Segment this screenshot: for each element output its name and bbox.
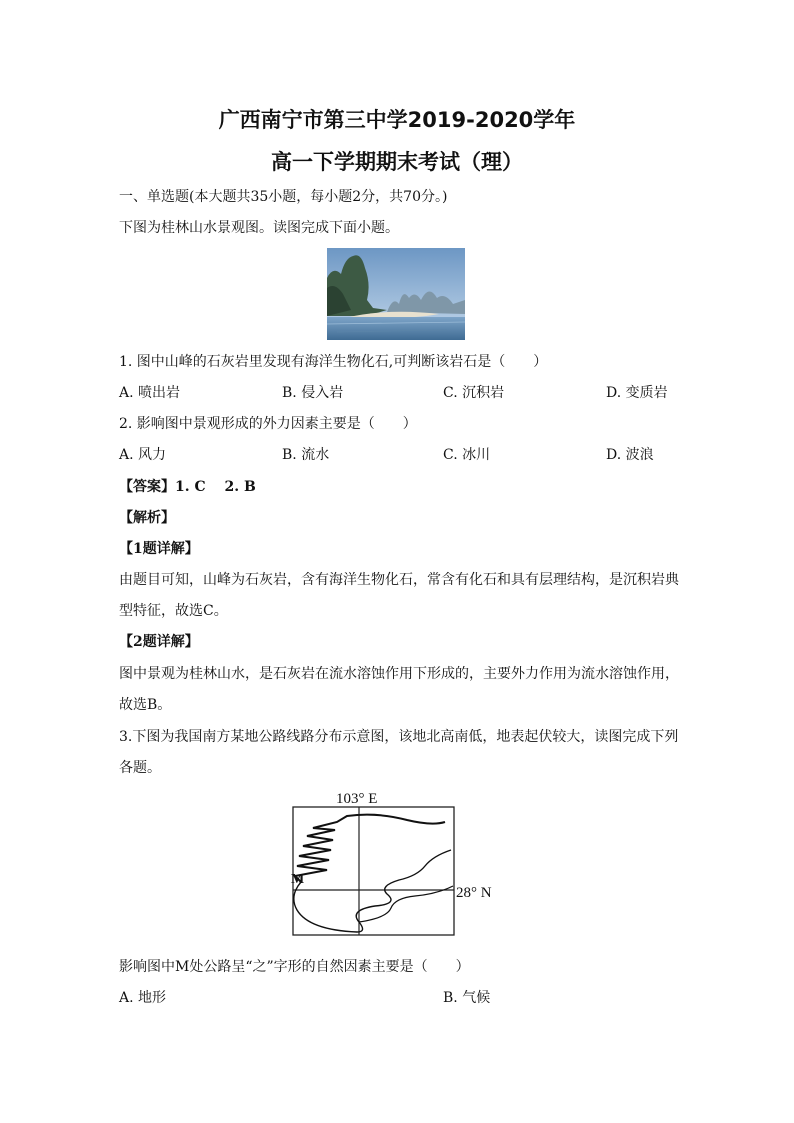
detail-2-line-1: 图中景观为桂林山水，是石灰岩在流水溶蚀作用下形成的，主要外力作用为流水溶蚀作用， [119, 666, 679, 682]
q2-option-d: D. 波浪 [606, 447, 654, 463]
longitude-label: 103° E [336, 791, 378, 807]
detail-1-label: 【1题详解】 [119, 541, 199, 557]
q3-option-b: B. 气候 [443, 990, 491, 1006]
q2-option-b: B. 流水 [282, 447, 330, 463]
point-m-label: M [291, 872, 305, 887]
document-title: 广西南宁市第三中学2019-2020学年 [218, 108, 576, 132]
answer-label: 【答案】1. C 2. B [119, 479, 256, 495]
q2-option-c: C. 冰川 [443, 447, 491, 463]
q1-option-c: C. 沉积岩 [443, 385, 505, 401]
section-heading: 一、单选题(本大题共35小题，每小题2分，共70分。) [119, 189, 448, 205]
q1-option-a: A. 喷出岩 [119, 385, 181, 401]
detail-1-line-1: 由题目可知，山峰为石灰岩，含有海洋生物化石，常含有化石和具有层理结构，是沉积岩典 [119, 572, 679, 588]
guilin-landscape-photo [327, 248, 465, 340]
question-3-intro-line-2: 各题。 [119, 760, 161, 776]
document-subtitle: 高一下学期期末考试（理） [271, 150, 523, 174]
q1-option-b: B. 侵入岩 [282, 385, 344, 401]
latitude-label: 28° N [456, 885, 492, 901]
road-route-map [287, 786, 517, 940]
section-intro: 下图为桂林山水景观图。读图完成下面小题。 [119, 220, 399, 236]
detail-1-line-2: 型特征，故选C。 [119, 603, 228, 619]
question-1-stem: 1. 图中山峰的石灰岩里发现有海洋生物化石,可判断该岩石是（ ） [119, 354, 548, 370]
detail-2-label: 【2题详解】 [119, 634, 199, 650]
question-3-intro-line-1: 3.下图为我国南方某地公路线路分布示意图，该地北高南低，地表起伏较大，读图完成下列 [119, 729, 679, 745]
question-3-stem: 影响图中M处公路呈“之”字形的自然因素主要是（ ） [119, 959, 470, 975]
q2-option-a: A. 风力 [119, 447, 167, 463]
analysis-label: 【解析】 [119, 510, 175, 526]
q3-option-a: A. 地形 [119, 990, 167, 1006]
question-2-stem: 2. 影响图中景观形成的外力因素主要是（ ） [119, 416, 417, 432]
detail-2-line-2: 故选B。 [119, 697, 172, 713]
q1-option-d: D. 变质岩 [606, 385, 668, 401]
zigzag-road [295, 815, 445, 882]
